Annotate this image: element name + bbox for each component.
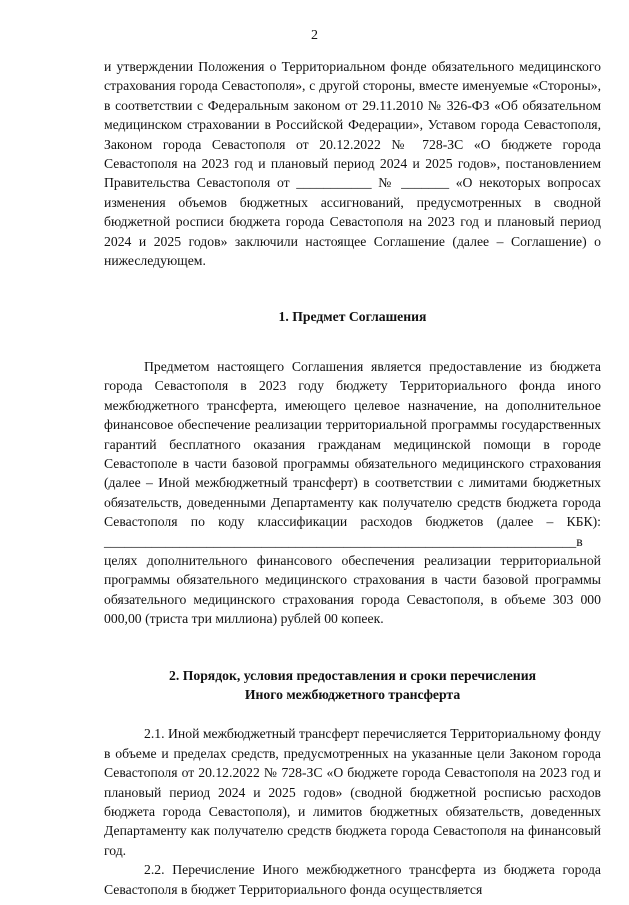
page-number: 2: [311, 28, 318, 43]
section-2-heading-line-2: Иного межбюджетного трансферта: [244, 686, 461, 702]
section-1-heading: 1. Предмет Соглашения: [278, 309, 427, 325]
section-2-paragraph-2: 2.2. Перечисление Иного межбюджетного трансферта из бюджета города Севастополя в бюджет Территориального фонда осуществляется: [104, 862, 601, 897]
section-1-paragraph: Предметом настоящего Соглашения является предоставление из бюджета города Севастополя в 2023 году бюджету Территориального фонда иного межбюджетного трансферта, имеющего целевое назначение, на дополнительное финансовое обеспечение реализации территориальной программы государственных гарантий бесплатного оказания гражданам медицинской помощи в городе Севастополе в части базовой программы обязательного медицинского страхования (далее – Иной межбюджетный трансферт) в соответствии с лимитами бюджетных обязательств, доведенными Департаменту как получателю средств бюджета города Севастополя по коду классификации расходов бюджетов (далее – КБК): _____________________________________________________________________в целях дополнительного финансового обеспечения реализации территориальной программы обязательного медицинского страхования в части базовой программы обязательного медицинского страхования города Севастополя, в объеме 303 000 000,00 (триста три миллиона) рублей 00 копеек.: [104, 358, 601, 627]
section-2-paragraph-1: 2.1. Иной межбюджетный трансферт перечисляется Территориальному фонду в объеме и пределах средств, предусмотренных на указанные цели Законом города Севастополя от 20.12.2022 № 728-ЗС «О бюджете города Севастополя на 2023 год и плановый период 2024 и 2025 годов» (сводной бюджетной росписью расходов бюджета города Севастополя), и лимитов бюджетных обязательств, доведенных Департаменту как получателю средств бюджета города Севастополя на финансовый год.: [104, 726, 601, 858]
section-2-heading-line-1: 2. Порядок, условия предоставления и сроки перечисления: [169, 667, 536, 683]
document-body: [104, 57, 601, 899]
intro-paragraph: и утверждении Положения о Территориальном фонде обязательного медицинского страхования города Севастополя», с другой стороны, вместе именуемые «Стороны», в соответствии с Федеральным законом от 29.11.2010 № 326-ФЗ «Об обязательном медицинском страховании в Российской Федерации», Уставом города Севастополя, Законом города Севастополя от 20.12.2022 № 728-ЗС «О бюджете города Севастополя на 2023 год и плановый период 2024 и 2025 годов», постановлением Правительства Севастополя от ___________ № _______ «О некоторых вопросах изменения объемов бюджетных ассигнований, предусмотренных в сводной бюджетной росписи бюджета города Севастополя на 2023 год и плановый период 2024 и 2025 годов» заключили настоящее Соглашение (далее – Соглашение) о нижеследующем.: [104, 59, 601, 269]
